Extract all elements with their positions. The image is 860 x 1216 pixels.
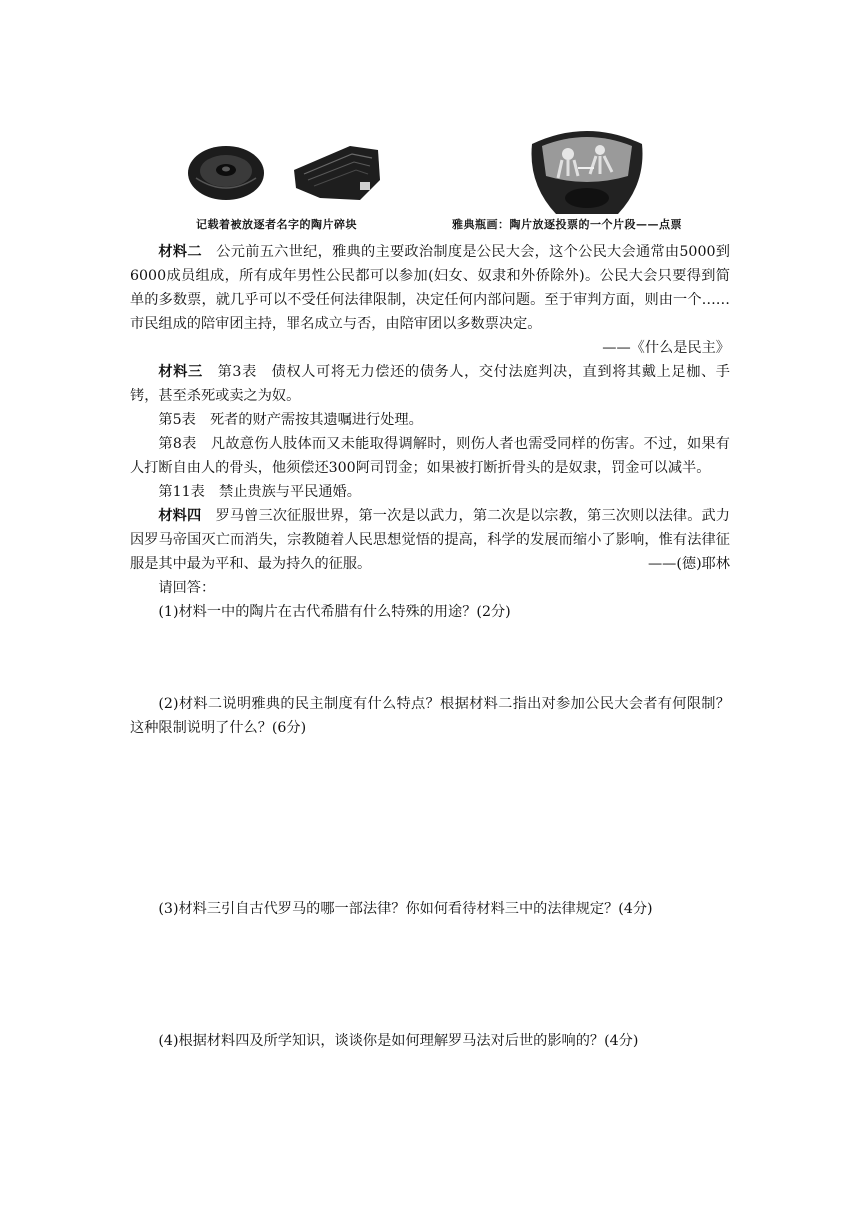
material-two-paragraph — [130, 240, 730, 336]
athenian-vase-painting-image — [528, 124, 646, 224]
material-four-paragraph — [130, 504, 730, 576]
material-two-source: ——《什么是民主》 — [602, 340, 730, 356]
material-three-paragraph — [130, 360, 730, 408]
figure-area — [0, 118, 860, 238]
question-1: (1)材料一中的陶片在古代希腊有什么特殊的用途？(2分) — [158, 604, 511, 620]
question-3: (3)材料三引自古代罗马的哪一部法律？你如何看待材料三中的法律规定？(4分) — [158, 901, 653, 917]
material-two-label: 材料二 — [158, 244, 202, 260]
material-four-label: 材料四 — [158, 508, 202, 524]
material-three-item-table8: 第8表 凡故意伤人肢体而又未能取得调解时，则伤人者也需受同样的伤害。不过，如果有人打断自由人的骨头，他须偿还300阿司罚金；如果被打断折骨头的是奴隶，罚金可以减半。 — [130, 436, 730, 476]
material-three-item-table5: 第5表 死者的财产需按其遗嘱进行处理。 — [158, 412, 423, 428]
material-three-item-table3: 第3表 债权人可将无力偿还的债务人，交付法庭判决，直到将其戴上足枷、手铐，甚至杀死或卖之为奴。 — [130, 364, 730, 404]
material-three-label: 材料三 — [158, 364, 203, 380]
pottery-shard-fragment-image — [290, 140, 382, 206]
text-body — [130, 240, 730, 1053]
question-2: (2)材料二说明雅典的民主制度有什么特点？根据材料二指出对参加公民大会者有何限制？这种限制说明了什么？(6分) — [130, 696, 730, 736]
answer-prompt: 请回答： — [158, 580, 216, 596]
material-four-source: ——(德)耶林 — [647, 556, 730, 572]
material-two-text: 公元前五六世纪，雅典的主要政治制度是公民大会，这个公民大会通常由5000到6000成员组成，所有成年男性公民都可以参加(妇女、奴隶和外侨除外)。公民大会只要得到简单的多数票，就几乎可以不受任何法律限制，决定任何内部问题。至于审判方面，则由一个……市民组成的陪审团主持，罪名成立与否，由陪审团以多数票决定。 — [130, 244, 730, 332]
material-three-item-table11: 第11表 禁止贵族与平民通婚。 — [158, 484, 361, 500]
question-4: (4)根据材料四及所学知识，谈谈你是如何理解罗马法对后世的影响的？(4分) — [158, 1033, 639, 1049]
material-four-text: 罗马曾三次征服世界，第一次是以武力，第二次是以宗教，第三次则以法律。武力因罗马帝国灭亡而消失，宗教随着人民思想觉悟的提高，科学的发展而缩小了影响，惟有法律征服是其中最为平和、最为持久的征服。 — [130, 508, 730, 572]
caption-vase-painting: 雅典瓶画：陶片放逐投票的一个片段——点票 — [452, 218, 682, 231]
pottery-shard-round-image — [186, 138, 266, 208]
caption-pottery-shards: 记载着被放逐者名字的陶片碎块 — [196, 218, 357, 231]
